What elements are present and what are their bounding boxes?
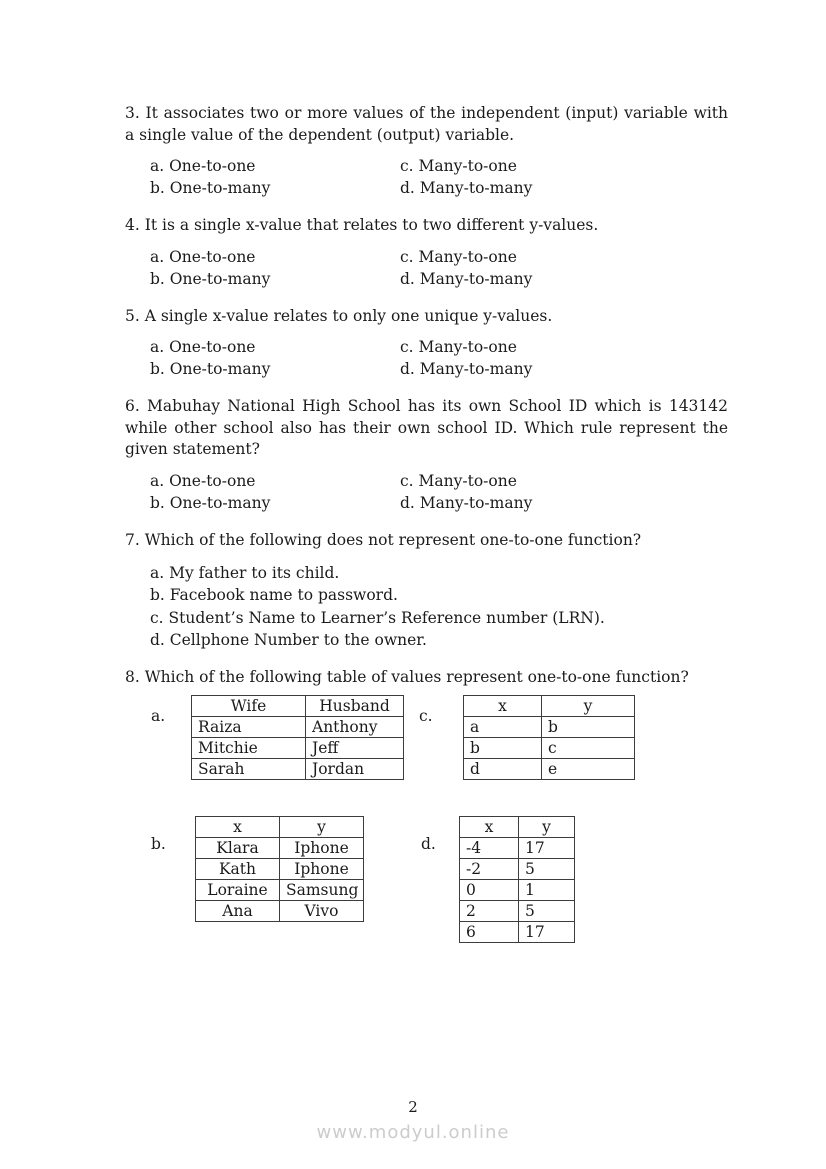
q8-table-d-header-x: x [460, 816, 519, 837]
table-row [196, 858, 364, 879]
q6-option-b: b. One-to-many [150, 493, 271, 512]
table-row [196, 879, 364, 900]
page-number: 2 [408, 1098, 418, 1116]
q8-table-b-header-x: x [196, 816, 280, 837]
q8-table-d-cell: -4 [460, 837, 519, 858]
q8-table-d-cell: 1 [519, 879, 575, 900]
q8-table-a-cell: Sarah [192, 758, 306, 779]
q4-option-a: a. One-to-one [150, 247, 256, 266]
q8-table-d-cell: 5 [519, 900, 575, 921]
table-row [196, 900, 364, 921]
question-5-options [150, 336, 728, 380]
website-watermark: www.modyul.online [316, 1122, 510, 1143]
q8-table-b-cell: Klara [196, 837, 280, 858]
q8-table-c-cell: b [464, 737, 542, 758]
q8-table-a-cell: Mitchie [192, 737, 306, 758]
table-row [460, 900, 575, 921]
q8-table-a-header-wife: Wife [192, 695, 306, 716]
q8-table-d-cell: 17 [519, 837, 575, 858]
question-6-options [150, 470, 728, 514]
q8-table-a-label: a. [151, 706, 166, 725]
q6-option-d: d. Many-to-many [400, 493, 533, 512]
q8-table-a-cell: Jordan [306, 758, 404, 779]
q8-table-d-cell: 0 [460, 879, 519, 900]
q8-table-a [191, 695, 404, 780]
q8-table-b-label: b. [151, 834, 166, 853]
q3-option-d: d. Many-to-many [400, 179, 533, 197]
q7-option-c: c. Student’s Name to Learner’s Reference number (LRN). [150, 608, 605, 627]
q8-table-b-cell: Kath [196, 858, 280, 879]
table-row [192, 737, 404, 758]
q8-table-b-cell: Vivo [280, 900, 364, 921]
table-row [464, 758, 635, 779]
table-row [460, 921, 575, 942]
q8-table-a-cell: Jeff [306, 737, 404, 758]
q8-table-d-cell: 6 [460, 921, 519, 942]
q8-table-c-header-y: y [542, 695, 635, 716]
question-4-options [150, 246, 728, 290]
q8-table-b-cell: Ana [196, 900, 280, 921]
q8-table-d-header-y: y [519, 816, 575, 837]
q8-table-c-cell: a [464, 716, 542, 737]
q8-table-c-cell: c [542, 737, 635, 758]
question-4-text: 4. It is a single x-value that relates to two different y-values. [125, 216, 599, 234]
q3-option-b: b. One-to-many [150, 179, 271, 197]
q5-option-b: b. One-to-many [150, 360, 271, 378]
q8-table-c-header-x: x [464, 695, 542, 716]
q8-table-b-cell: Iphone [280, 858, 364, 879]
q8-tables-row-1 [125, 695, 728, 780]
q8-table-b-cell: Loraine [196, 879, 280, 900]
q8-table-d-cell: 2 [460, 900, 519, 921]
table-row [196, 837, 364, 858]
q8-table-b-cell: Samsung [280, 879, 364, 900]
q8-table-b-cell: Iphone [280, 837, 364, 858]
q3-option-a: a. One-to-one [150, 157, 256, 175]
question-8-text: 8. Which of the following table of values represent one-to-one function? [125, 668, 689, 687]
q8-table-a-cell: Anthony [306, 716, 404, 737]
table-row [464, 716, 635, 737]
q8-table-d-cell: 17 [519, 921, 575, 942]
table-row [192, 716, 404, 737]
question-6-text: 6. Mabuhay National High School has its own School ID which is 143142 while other school also has their own school ID. Which rule represent the given statement? [125, 397, 728, 458]
question-3-options [150, 155, 728, 199]
q8-table-b [195, 816, 364, 922]
q4-option-c: c. Many-to-one [400, 247, 517, 266]
q8-table-a-cell: Raiza [192, 716, 306, 737]
table-row [460, 837, 575, 858]
q8-table-d-cell: 5 [519, 858, 575, 879]
q8-tables-row-2 [125, 816, 728, 943]
q8-table-c-cell: e [542, 758, 635, 779]
q5-option-d: d. Many-to-many [400, 360, 533, 378]
q4-option-d: d. Many-to-many [400, 269, 533, 288]
table-header-row [196, 816, 364, 837]
q8-table-c-cell: d [464, 758, 542, 779]
table-row [460, 879, 575, 900]
q5-option-a: a. One-to-one [150, 338, 256, 356]
q6-option-c: c. Many-to-one [400, 471, 517, 490]
table-row [460, 858, 575, 879]
q3-option-c: c. Many-to-one [400, 157, 517, 175]
table-header-row [192, 695, 404, 716]
q8-table-c-cell: b [542, 716, 635, 737]
table-row [464, 737, 635, 758]
q8-table-d-label: d. [421, 834, 436, 853]
table-header-row [464, 695, 635, 716]
table-row [192, 758, 404, 779]
q4-option-b: b. One-to-many [150, 269, 271, 288]
question-7-text: 7. Which of the following does not represent one-to-one function? [125, 530, 642, 549]
table-header-row [460, 816, 575, 837]
q8-table-d [459, 816, 575, 943]
q6-option-a: a. One-to-one [150, 471, 256, 490]
q7-option-b: b. Facebook name to password. [150, 586, 398, 605]
q8-table-d-cell: -2 [460, 858, 519, 879]
q5-option-c: c. Many-to-one [400, 338, 517, 356]
q8-table-c-label: c. [419, 706, 433, 725]
q8-table-c [463, 695, 635, 780]
question-7-options [150, 562, 728, 651]
question-5-text: 5. A single x-value relates to only one unique y-values. [125, 306, 553, 325]
question-3-text: 3. It associates two or more values of the independent (input) variable with a single value of the dependent (output) variable. [125, 104, 728, 144]
q7-option-d: d. Cellphone Number to the owner. [150, 630, 427, 649]
q7-option-a: a. My father to its child. [150, 564, 340, 582]
q8-table-b-header-y: y [280, 816, 364, 837]
q8-table-a-header-husband: Husband [306, 695, 404, 716]
